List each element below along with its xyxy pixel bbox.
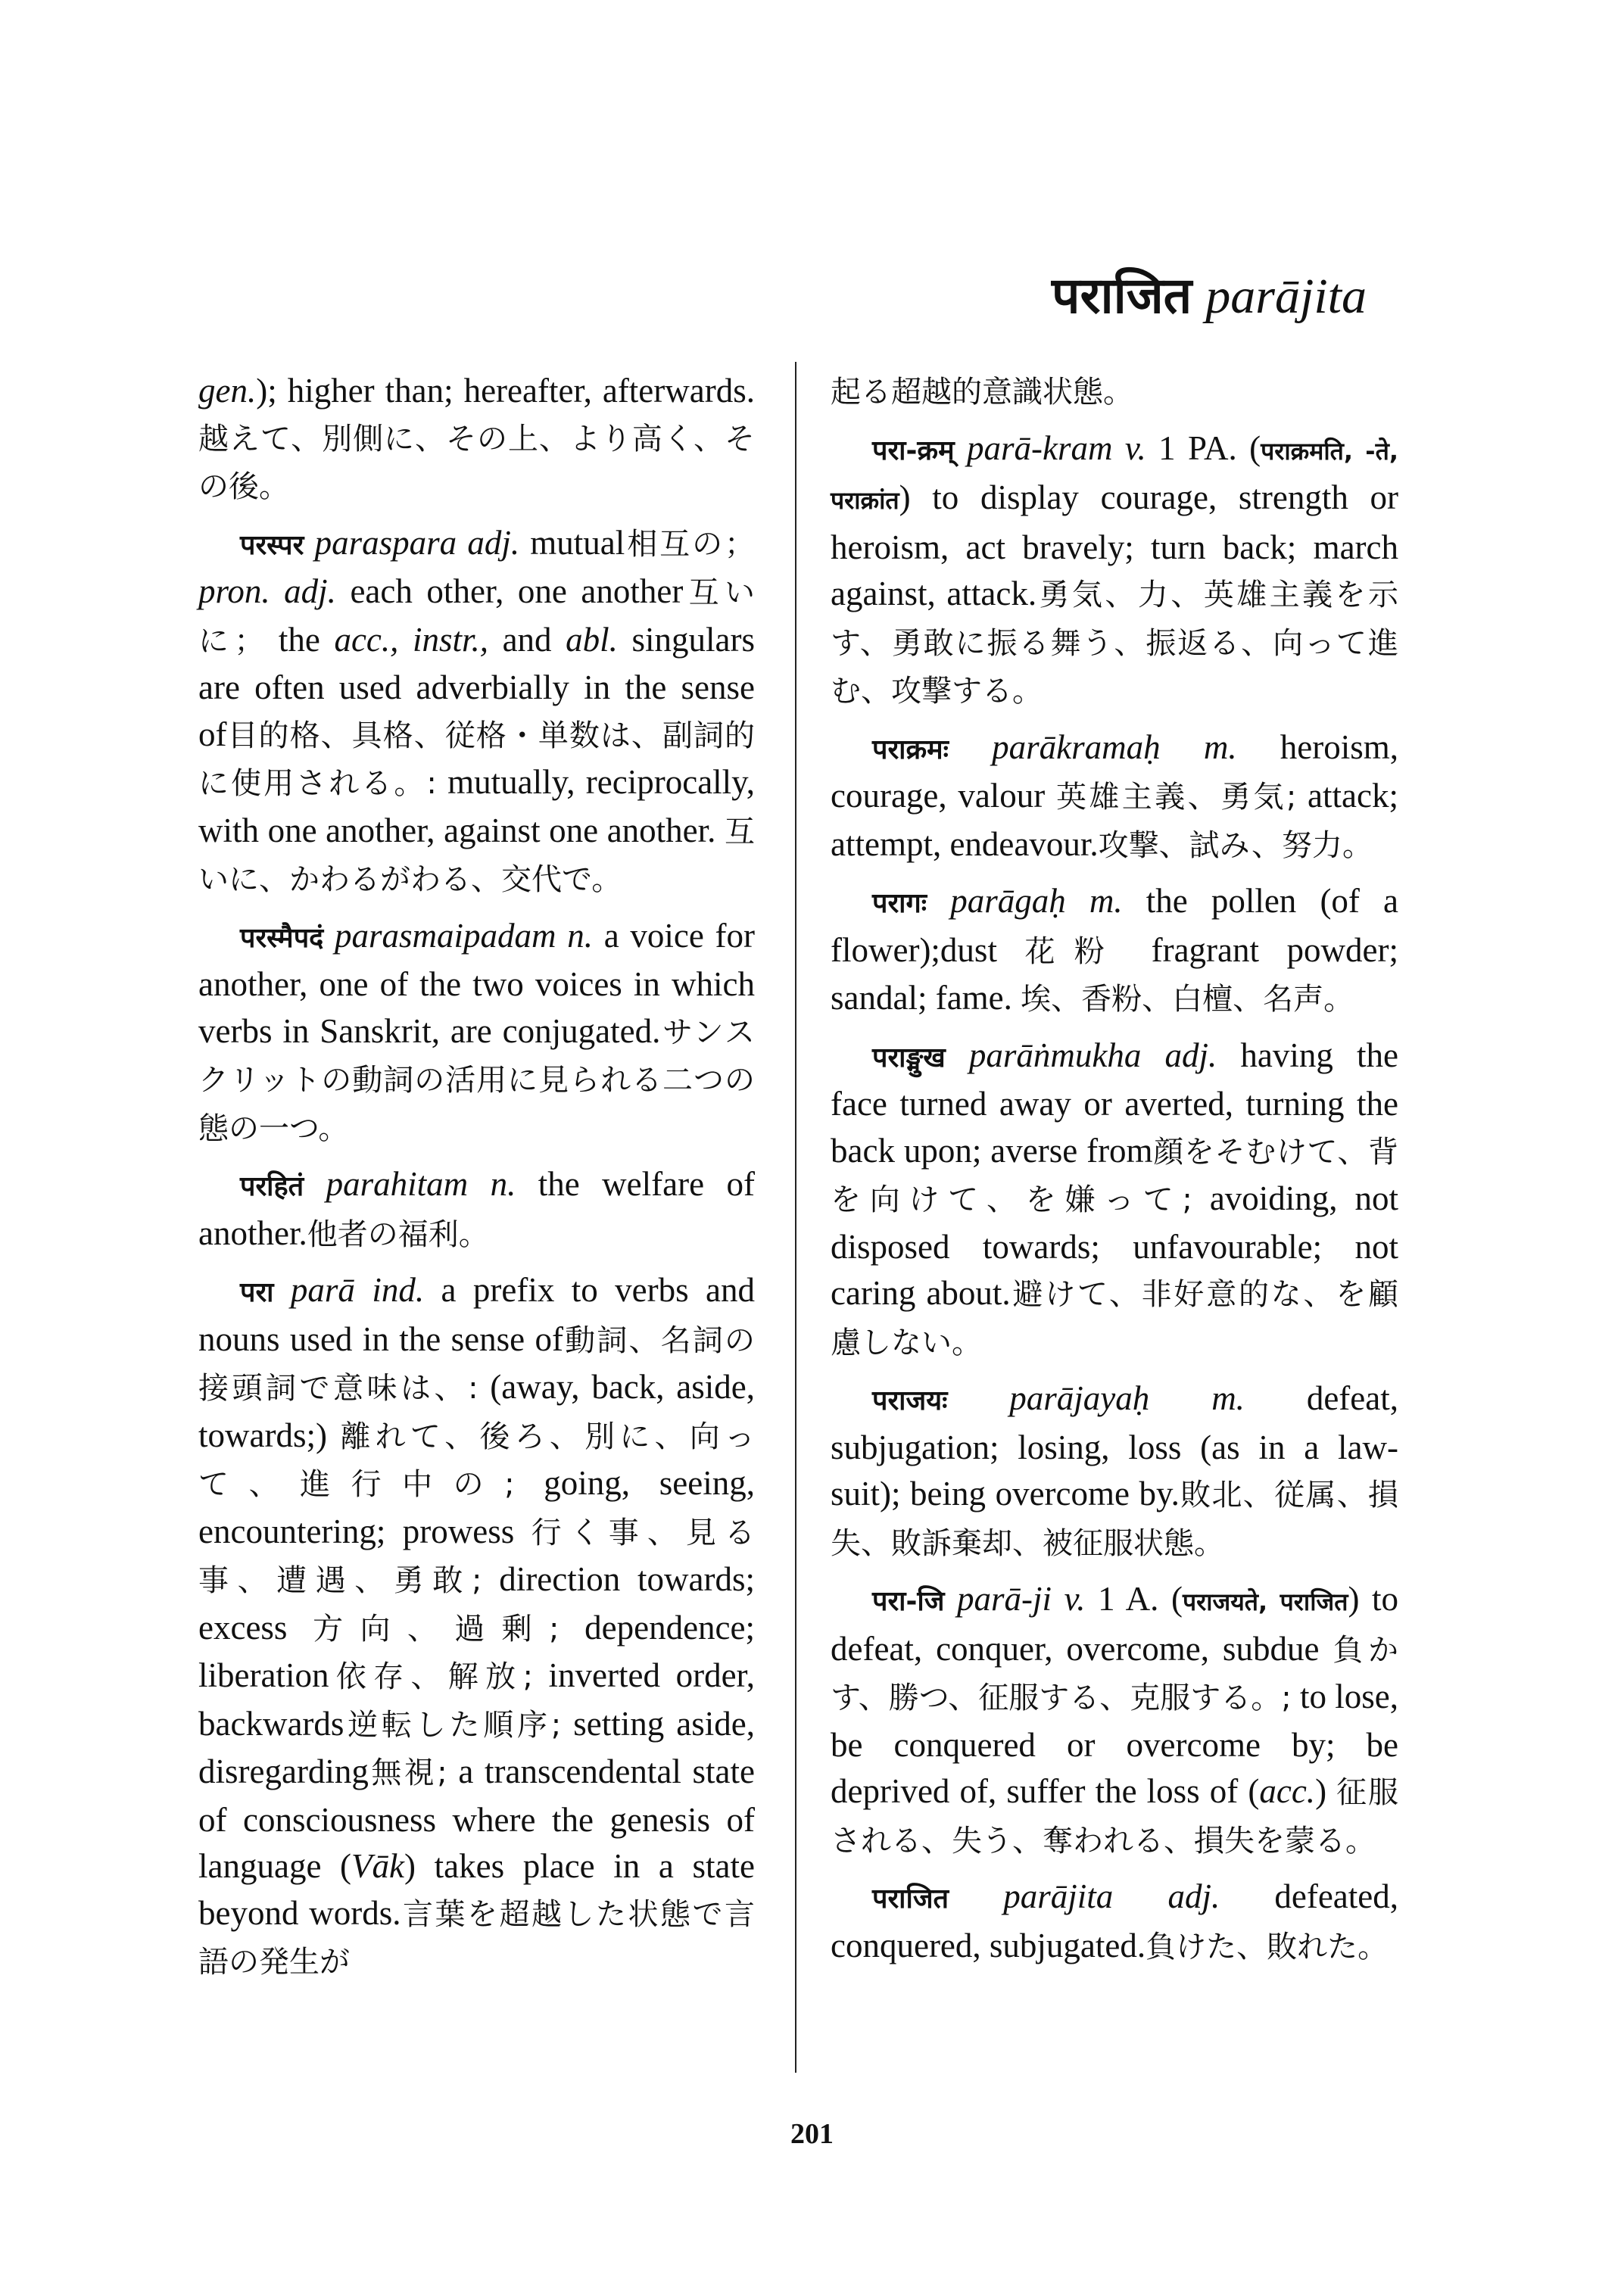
entry-headword-sanskrit: परा-जि <box>872 1586 945 1617</box>
definition-text: 1 A. ( <box>1085 1580 1183 1618</box>
grammar-label: gen. <box>198 372 257 410</box>
japanese-gloss: 起る超越的意識状態。 <box>831 375 1133 410</box>
definition-text: having the face turned away or averted, turning the back upon; averse from <box>831 1036 1398 1170</box>
japanese-gloss: 勇気、力、英雄主義を示す、勇敢に振る舞う、振返る、向って進む、攻撃する。 <box>831 578 1399 709</box>
definition-text: going, seeing, encountering; prowess <box>198 1464 755 1550</box>
grammar-label: abl. <box>566 620 618 659</box>
entry-headword-sanskrit: पराक्रमः <box>872 734 949 765</box>
japanese-gloss: 相互の； <box>625 526 756 562</box>
conjugation-forms: पराक्रमति, -ते, पराक्रांत <box>831 436 1398 515</box>
definition-text: a transcendental state of consciousness where the genesis of language ( <box>198 1752 755 1885</box>
left-column <box>198 368 755 1995</box>
japanese-gloss: 負かす、勝つ、征服する、克服する。; <box>831 1632 1399 1715</box>
definition-text: dependence; liberation <box>198 1608 755 1694</box>
entry-headword-sanskrit: परस्मैपदं <box>240 922 324 954</box>
definition-text: a prefix to verbs and nouns used in the sense of <box>198 1271 755 1358</box>
entry-headword-sanskrit: परा-क्रम् <box>872 435 955 466</box>
entry-headword-roman: parājita <box>1003 1877 1114 1915</box>
header-headword-sanskrit: पराजित <box>1052 266 1192 325</box>
entry-headword-sanskrit: पराजित <box>872 1883 949 1914</box>
japanese-gloss: 行く事、見る事、遭遇、勇敢; <box>198 1515 755 1598</box>
dictionary-entry-paranmukha <box>831 1033 1398 1367</box>
definition-text: to lose, be conquered or overcome by; be deprived of, suffer the loss of ( <box>831 1678 1398 1810</box>
dictionary-entry-parajayah <box>831 1375 1398 1567</box>
definition-text: a voice for another, one of the two voices in which verbs in Sanskrit, are conjugated. <box>198 916 756 1050</box>
definition-text: the pollen (of a flower);dust <box>831 882 1399 969</box>
dictionary-entry-para-ji <box>831 1576 1398 1865</box>
definition-text: 1 PA. ( <box>1146 428 1261 467</box>
japanese-gloss: サンスクリットの動詞の活用に見られる二つの態の一つ。 <box>198 1014 755 1146</box>
japanese-gloss: 他者の福利。 <box>307 1217 489 1252</box>
dictionary-entry-parasmaipadam <box>198 913 755 1153</box>
grammar-label: adj. <box>1167 1877 1220 1915</box>
entry-headword-sanskrit: परहितं <box>240 1171 304 1202</box>
dictionary-entry-para <box>198 1267 755 1986</box>
definition-text: ) <box>1315 1772 1337 1810</box>
japanese-gloss: 言葉を超越した状態で言語の発生が <box>198 1896 756 1980</box>
definition-text: the welfare of another. <box>198 1165 756 1252</box>
dictionary-entry-para-kram <box>831 425 1398 715</box>
dictionary-entry-parahitam <box>198 1161 755 1258</box>
japanese-gloss: 負けた、敗れた。 <box>1146 1929 1389 1964</box>
continued-entry <box>198 368 755 511</box>
dictionary-entry-parajita <box>831 1874 1398 1971</box>
grammar-label: n. <box>490 1165 516 1203</box>
grammar-label: m. <box>1211 1379 1245 1417</box>
column-divider <box>795 362 796 2073</box>
entry-headword-roman: parā-ji <box>957 1580 1052 1618</box>
japanese-gloss: 英雄主義、勇気; <box>1055 780 1297 815</box>
japanese-gloss: 無視; <box>368 1756 447 1790</box>
grammar-label: v. <box>1124 428 1146 467</box>
dictionary-entry-paraspara <box>198 520 755 904</box>
japanese-gloss: 逆転した順序; <box>344 1707 562 1743</box>
grammar-label: v. <box>1064 1580 1086 1618</box>
entry-headword-sanskrit: पराङ्मुख <box>872 1042 946 1073</box>
definition-text: defeated, conquered, subjugated. <box>831 1877 1399 1964</box>
definition-text: inverted order, backwards <box>198 1656 755 1743</box>
definition-text: ) to display courage, strength or heroism, act bravely; turn back; march against, attack. <box>831 478 1398 612</box>
grammar-label: ind. <box>372 1271 425 1309</box>
right-column <box>831 368 1398 1980</box>
definition-text: avoiding, not disposed towards; unfavourable; not caring about. <box>831 1179 1398 1312</box>
entry-headword-roman: paraspara <box>314 523 457 562</box>
entry-headword-sanskrit: परा <box>240 1277 274 1308</box>
japanese-gloss: 互いに、かわるがわる、交代で。 <box>198 814 755 897</box>
emphasis-text: acc. <box>1259 1772 1316 1810</box>
definition-text: attack; attempt, endeavour. <box>831 777 1398 863</box>
continued-entry <box>831 368 1398 416</box>
definition-text: fragrant powder; sandal; fame. <box>831 930 1398 1017</box>
definition-text: setting aside, disregarding <box>198 1704 755 1790</box>
japanese-gloss: 花粉 <box>1024 933 1124 969</box>
definition-text: direction towards; excess <box>198 1560 755 1647</box>
grammar-label: m. <box>1089 882 1123 920</box>
entry-headword-roman: parahitam <box>326 1165 469 1203</box>
entry-headword-sanskrit: परस्पर <box>240 529 304 561</box>
conjugation-forms: पराजयते, पराजित <box>1182 1587 1348 1616</box>
japanese-gloss: 互いに； <box>198 575 755 659</box>
definition-text: singulars are often used adverbially in the sense of <box>198 620 755 753</box>
entry-headword-sanskrit: परागः <box>872 888 927 919</box>
dictionary-entry-paragah <box>831 878 1398 1023</box>
entry-headword-roman: parā <box>290 1271 355 1309</box>
japanese-gloss: 埃、香粉、白檀、名声。 <box>1021 982 1354 1017</box>
definition-text: ) takes place in a state beyond words. <box>198 1847 755 1932</box>
definition-text: and <box>488 620 566 659</box>
definition-text: ) to defeat, conquer, overcome, subdue <box>831 1580 1399 1668</box>
japanese-gloss: 征服される、失う、奪われる、損失を蒙る。 <box>831 1775 1399 1858</box>
grammar-label: acc., instr., <box>334 620 489 659</box>
running-header <box>1052 266 1367 325</box>
japanese-gloss: 目的格、具格、従格・単数は、副詞的に使用される。: <box>198 718 755 801</box>
japanese-gloss: 攻撃、試み、努力。 <box>1098 827 1373 863</box>
definition-text: heroism, courage, valour <box>831 727 1398 815</box>
japanese-gloss: 動詞、名詞の接頭詞で意味は、: <box>198 1323 756 1406</box>
grammar-label: pron. adj. <box>198 572 336 610</box>
japanese-gloss: 顔をそむけて、背を向けて、を嫌って; <box>831 1134 1399 1217</box>
page-number: 201 <box>790 2118 834 2150</box>
definition-text: mutually, reciprocally, with one another, against one another. <box>198 763 755 849</box>
definition-text: the <box>264 620 335 659</box>
japanese-gloss: 離れて、後ろ、別に、向って、進行中の; <box>198 1419 756 1502</box>
entry-headword-roman: parāṅmukha <box>968 1036 1142 1074</box>
entry-headword-roman: parājayaḥ <box>1009 1379 1150 1417</box>
header-headword-roman: parājita <box>1205 269 1367 324</box>
definition-text: mutual <box>519 523 625 562</box>
entry-headword-roman: parākramaḥ <box>992 727 1161 766</box>
definition-text: defeat, subjugation; losing, loss (as in a law-suit); being overcome by. <box>831 1379 1398 1513</box>
emphasis-text: Vāk <box>351 1847 405 1885</box>
japanese-gloss: 避けて、非好意的な、を顧慮しない。 <box>831 1277 1398 1360</box>
japanese-gloss: 敗北、従属、損失、敗訴棄却、被征服状態。 <box>831 1478 1398 1561</box>
definition-text: each other, one another <box>335 572 684 610</box>
japanese-gloss: 越えて、別側に、その上、より高く、その後。 <box>198 421 755 504</box>
entry-headword-sanskrit: पराजयः <box>872 1385 948 1416</box>
grammar-label: adj. <box>467 523 520 562</box>
entry-headword-roman: parasmaipadam <box>335 916 556 955</box>
japanese-gloss: 方向、過剰; <box>313 1611 560 1647</box>
definition-text: (away, back, aside, towards;) <box>198 1368 755 1454</box>
grammar-label: m. <box>1203 727 1237 766</box>
grammar-label: adj. <box>1164 1036 1217 1074</box>
definition-text: ); higher than; hereafter, afterwards. <box>256 372 755 410</box>
entry-headword-roman: parāgaḥ <box>950 882 1066 920</box>
dictionary-entry-parakramah <box>831 724 1398 870</box>
japanese-gloss: 依存、解放; <box>329 1659 533 1694</box>
entry-headword-roman: parā-kram <box>967 428 1113 467</box>
grammar-label: n. <box>567 916 593 955</box>
